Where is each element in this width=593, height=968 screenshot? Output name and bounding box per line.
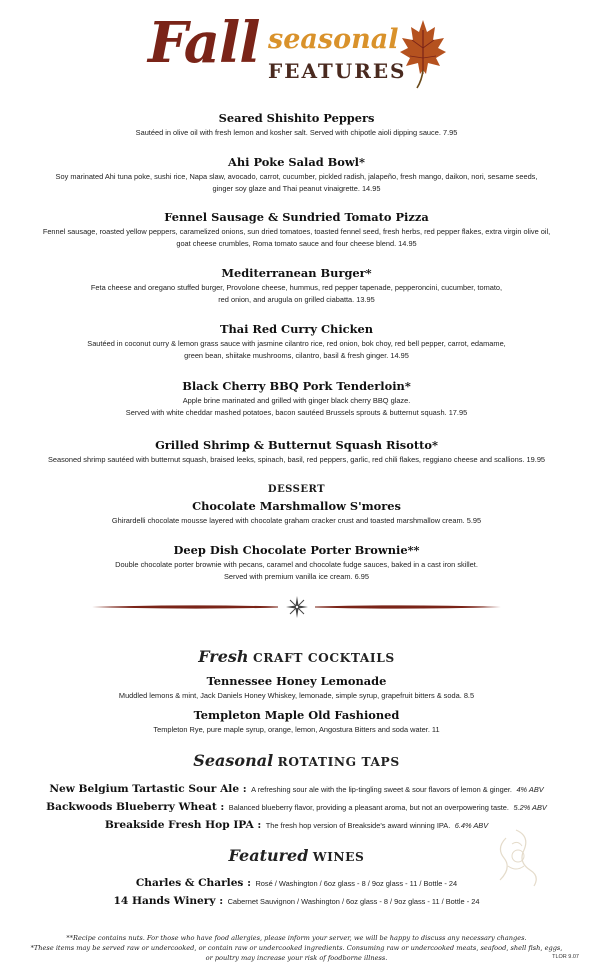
maple-leaf-icon — [400, 18, 446, 90]
wines-heading-script: Featured — [228, 846, 309, 865]
menu-item-description: Fennel sausage, roasted yellow peppers, caramelized onions, sun dried tomatoes, toasted fennel seed, fresh herbs, red pepper flakes, extra virgin olive oil, — [42, 227, 551, 236]
header-seasonal-word: seasonal — [268, 24, 399, 55]
taps-heading-script: Seasonal — [193, 751, 274, 770]
menu-item — [10, 154, 583, 194]
menu-item-name: Fennel Sausage & Sundried Tomato Pizza — [164, 210, 429, 224]
menu-item — [10, 110, 583, 139]
tap-row — [0, 797, 593, 815]
menu-item — [10, 321, 583, 361]
menu-item-description: Served with premium vanilla ice cream. 6.95 — [224, 571, 369, 581]
menu-item-description: Muddled lemons & mint, Jack Daniels Honey Whiskey, lemonade, simple syrup, grapefruit bitters & soda. 8.5 — [118, 691, 475, 700]
menu-item-name: Black Cherry BBQ Pork Tenderloin* — [182, 379, 411, 393]
menu-item-name: Thai Red Curry Chicken — [219, 322, 374, 336]
menu-item-description: Apple brine marinated and grilled with ginger black cherry BBQ glaze. — [182, 396, 411, 405]
tap-abv: 6.4% ABV — [454, 821, 489, 830]
header-features-word: FEATURES — [268, 59, 407, 83]
menu-item — [10, 498, 583, 527]
wine-description: Rosé / Washington / 6oz glass - 8 / 9oz glass - 11 / Bottle - 24 — [255, 879, 458, 888]
cocktails-heading-script: Fresh — [198, 647, 249, 666]
decorative-flourish-icon — [486, 826, 548, 890]
menu-item-name: Chocolate Marshmallow S'mores — [192, 499, 401, 513]
footer-line: *These items may be served raw or undercooked, or contain raw or undercooked ingredients. Consuming raw or undercooked meats, seafood, shell fish, eggs, — [30, 944, 563, 952]
menu-header — [0, 10, 593, 94]
tap-name: New Belgium Tartastic Sour Ale : — [49, 783, 247, 795]
menu-item-description: Sautéed in coconut curry & lemon grass sauce with jasmine cilantro rice, red onion, bok choy, red bell pepper, carrot, edamame, — [87, 339, 506, 348]
tap-abv: 4% ABV — [516, 785, 544, 794]
menu-item — [10, 542, 583, 582]
menu-item — [10, 209, 583, 249]
menu-item-name: Seared Shishito Peppers — [218, 111, 375, 125]
menu-item-description: Seasoned shrimp sautéed with butternut squash, braised leeks, spinach, basil, red peppers, garlic, red chili flakes, reggiano cheese and scallions. 19.95 — [47, 455, 546, 464]
wine-name: Charles & Charles : — [135, 877, 251, 889]
menu-item-description: Served with white cheddar mashed potatoes, bacon sautéed Brussels sprouts & butternut squash. 17.95 — [125, 407, 468, 417]
cocktails-heading-caps: CRAFT COCKTAILS — [252, 651, 395, 665]
cocktails-heading — [0, 647, 593, 667]
menu-item-description: red onion, and arugula on grilled ciabatta. 13.95 — [218, 294, 375, 304]
menu-item-description: Double chocolate porter brownie with pecans, caramel and chocolate fudge sauces, baked in a cast iron skillet. — [115, 560, 478, 569]
menu-item-name: Templeton Maple Old Fashioned — [193, 708, 400, 722]
menu-code: TLOR 9.07 — [552, 954, 579, 960]
menu-item — [10, 707, 583, 736]
header-fall-word: Fall — [148, 10, 260, 76]
menu-item-description: Feta cheese and oregano stuffed burger, Provolone cheese, hummus, red pepper tapenade, pepperoncini, cucumber, tomato, — [90, 283, 503, 292]
wines-heading-caps: WINES — [312, 850, 365, 864]
menu-item-description: ginger soy glaze and Thai peanut vinaigrette. 14.95 — [212, 183, 381, 193]
taps-heading — [0, 751, 593, 771]
tap-name: Breakside Fresh Hop IPA : — [104, 819, 262, 831]
footer-line: **Recipe contains nuts. For those who have food allergies, please inform your server, we will be happy to discuss any necessary changes. — [66, 934, 527, 942]
tap-name: Backwoods Blueberry Wheat : — [46, 801, 225, 813]
wine-name: 14 Hands Winery : — [113, 895, 224, 907]
menu-item-name: Tennessee Honey Lemonade — [206, 674, 387, 688]
menu-item-description: Templeton Rye, pure maple syrup, orange, lemon, Angostura Bitters and soda water. 11 — [153, 725, 440, 734]
menu-item — [10, 673, 583, 702]
menu-item-description: Soy marinated Ahi tuna poke, sushi rice, Napa slaw, avocado, carrot, cucumber, pickled radish, jalapeño, fresh mango, daikon, nori, sesame seeds, — [55, 172, 538, 181]
menu-item — [10, 265, 583, 305]
tap-abv: 5.2% ABV — [513, 803, 547, 812]
menu-item-description: goat cheese crumbles, Roma tomato sauce and four cheese blend. 14.95 — [176, 238, 417, 248]
menu-item-description: Ghirardelli chocolate mousse layered with chocolate graham cracker crust and toasted marshmallow cream. 5.95 — [111, 516, 482, 525]
tap-description: A refreshing sour ale with the lip-tingling sweet & sour flavors of lemon & ginger. — [251, 785, 512, 794]
tap-description: The fresh hop version of Breakside's award winning IPA. — [265, 821, 451, 830]
tap-row — [0, 779, 593, 797]
compass-star-icon — [286, 596, 308, 618]
allergy-disclaimer — [10, 933, 583, 963]
footer-line: or poultry may increase your risk of foodborne illness. — [205, 954, 388, 962]
menu-item-description: green bean, shiitake mushrooms, cilantro, basil & fresh ginger. 14.95 — [184, 350, 409, 360]
menu-item-name: Grilled Shrimp & Butternut Squash Risotto* — [155, 438, 438, 452]
dessert-heading: DESSERT — [267, 484, 326, 495]
menu-item-name: Deep Dish Chocolate Porter Brownie** — [173, 543, 420, 557]
menu-item-description: Sautéed in olive oil with fresh lemon and kosher salt. Served with chipotle aioli dipping sauce. 7.95 — [135, 128, 458, 137]
menu-item-name: Ahi Poke Salad Bowl* — [228, 155, 365, 169]
wine-row — [0, 891, 593, 909]
taps-heading-caps: ROTATING TAPS — [277, 755, 400, 769]
tap-description: Balanced blueberry flavor, providing a pleasant aroma, but not an overpowering taste. — [228, 803, 509, 812]
menu-item-name: Mediterranean Burger* — [221, 266, 372, 280]
wine-description: Cabernet Sauvignon / Washington / 6oz glass - 8 / 9oz glass - 11 / Bottle - 24 — [227, 897, 480, 906]
menu-item — [10, 378, 583, 418]
menu-item — [10, 437, 583, 466]
